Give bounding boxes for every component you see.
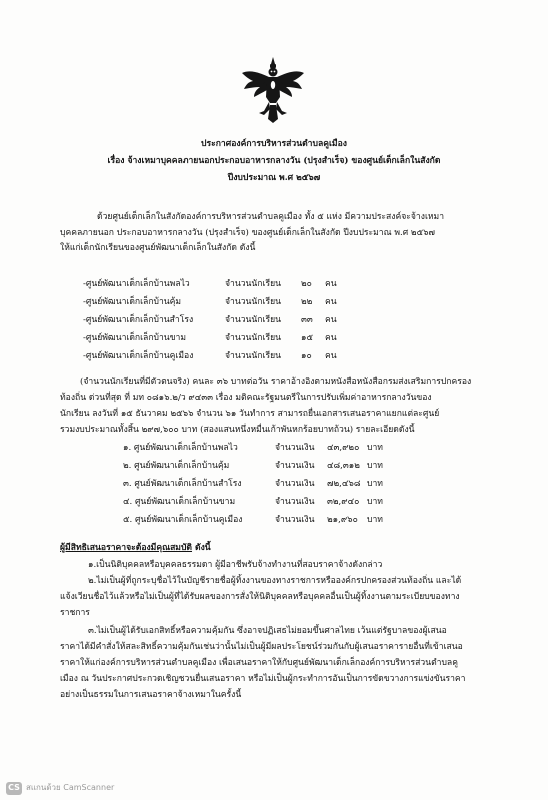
amount-unit: บาท: [367, 479, 383, 489]
center-name: -ศูนย์พัฒนาเด็กเล็กบ้านขาม: [83, 333, 187, 343]
center-name: -ศูนย์พัฒนาเด็กเล็กบ้านสำโรง: [83, 315, 194, 325]
qualifications-heading-text: ผู้มีสิทธิเสนอราคาจะต้องมีคุณสมบัติ: [60, 543, 193, 553]
budget-line-3: นักเรียน ลงวันที่ ๑๕ ธันวาคม ๒๕๖๖ จำนวน ๖๑ วันทำการ สามารถยื่นเอกสารเสนอราคาแยกแต่ละศูนย์: [60, 409, 440, 419]
qualifications-heading-suffix: ดังนี้: [195, 543, 211, 553]
allocation-item: [123, 443, 443, 455]
qualification-2-line-2: แจ้งเวียนชื่อไว้แล้วหรือไม่เป็นผู้ที่ได้รับผลของการสั่งให้นิติบุคคลหรือบุคคลอื่นเป็นผู้ทิ้งงานตามระเบียบของทาง: [60, 592, 460, 602]
amount-label: จำนวนเงิน: [275, 497, 315, 507]
student-count: ๓๓: [301, 315, 313, 325]
qualification-2-line-3: ราชการ: [60, 608, 90, 618]
allocation-center: ๒. ศูนย์พัฒนาเด็กเล็กบ้านคุ้ม: [123, 461, 230, 471]
camscanner-logo-icon: CS: [6, 782, 22, 795]
center-item: [83, 297, 463, 309]
qualification-3-line-3: ราคาให้แก่องค์การบริหารส่วนตำบลคูเมือง เพื่อเสนอราคาให้กับศูนย์พัฒนาเด็กเล็กองค์การบริหารส่วนตำบลคู: [60, 658, 458, 668]
document-subject: เรื่อง จ้างเหมาบุคคลภายนอกประกอบอาหารกลางวัน (ปรุงสำเร็จ) ของศูนย์เด็กเล็กในสังกัด: [107, 156, 441, 166]
fiscal-year: ปีงบประมาณ พ.ศ ๒๕๖๗: [227, 173, 321, 183]
center-item: [83, 333, 463, 345]
qualification-2-line-1: ๒.ไม่เป็นผู้ที่ถูกระบุชื่อไว้ในบัญชีรายชื่อผู้ทิ้งงานของทางราชการหรือองค์กรปกครองส่วนท้องถิ่น และได้: [88, 576, 462, 586]
count-unit: คน: [325, 279, 337, 289]
amount-unit: บาท: [367, 461, 383, 471]
allocation-item: [123, 497, 443, 509]
amount-unit: บาท: [367, 443, 383, 453]
student-count-label: จำนวนนักเรียน: [225, 333, 281, 343]
count-unit: คน: [325, 315, 337, 325]
qualifications-heading: [60, 543, 211, 554]
intro-line-1: ด้วยศูนย์เด็กเล็กในสังกัดองค์การบริหารส่วนตำบลคูเมือง ทั้ง ๕ แห่ง มีความประสงค์จะจ้างเหมา: [97, 212, 445, 222]
student-count: ๒๒: [301, 297, 313, 307]
count-unit: คน: [325, 297, 337, 307]
allocation-amount: ๓๒,๙๔๐: [327, 497, 360, 507]
center-item: [83, 351, 463, 363]
camscanner-text: สแกนด้วย CamScanner: [26, 783, 115, 792]
intro-line-2: บุคคลภายนอก ประกอบอาหารกลางวัน (ปรุงสำเร็จ) ของศูนย์เด็กเล็กในสังกัด ปีงบประมาณ พ.ศ ๒๕๖๗: [60, 228, 436, 238]
allocation-center: ๕. ศูนย์พัฒนาเด็กเล็กบ้านคูเมือง: [123, 515, 243, 525]
amount-label: จำนวนเงิน: [275, 461, 315, 471]
center-name: -ศูนย์พัฒนาเด็กเล็กบ้านคูเมือง: [83, 351, 194, 361]
allocation-center: ๓. ศูนย์พัฒนาเด็กเล็กบ้านสำโรง: [123, 479, 242, 489]
allocation-item: [123, 479, 443, 491]
garuda-emblem-icon: [240, 55, 306, 125]
amount-label: จำนวนเงิน: [275, 443, 315, 453]
amount-label: จำนวนเงิน: [275, 479, 315, 489]
student-count-label: จำนวนนักเรียน: [225, 351, 281, 361]
student-count: ๒๐: [301, 279, 312, 289]
budget-line-4: รวมงบประมาณทั้งสิ้น ๒๙๗,๖๐๐ บาท (สองแสนหนึ่งหมื่นเก้าพันหกร้อยบาทถ้วน) รายละเอียดดังนี้: [60, 425, 415, 435]
center-name: -ศูนย์พัฒนาเด็กเล็กบ้านพลไว: [83, 279, 190, 289]
budget-line-2: ท้องถิ่น ด่วนที่สุด ที่ มท ๐๘๑๖.๒/ว ๙๔๓๓ เรื่อง มติคณะรัฐมนตรีในการปรับเพิ่มค่าอาหารกลางวันของ: [60, 393, 432, 403]
amount-unit: บาท: [367, 515, 383, 525]
qualification-3-line-5: อย่างเป็นธรรมในการเสนอราคาจ้างเหมาในครั้งนี้: [60, 690, 242, 700]
qualification-3-line-2: ราคาได้มีคำสั่งให้สละสิทธิ์ความคุ้มกันเช่นว่านั้นไม่เป็นผู้มีผลประโยชน์ร่วมกันกับผู้เสนอราคารายอื่นที่เข้าเสนอ: [60, 642, 463, 652]
qualification-1: ๑.เป็นนิติบุคคลหรือบุคคลธรรมดา ผู้มีอาชีพรับจ้างทำงานที่สอบราคาจ้างดังกล่าว: [88, 560, 383, 570]
allocation-amount: ๔๓,๙๒๐: [327, 443, 360, 453]
center-item: [83, 315, 463, 327]
allocation-item: [123, 515, 443, 527]
allocation-amount: ๗๒,๔๖๘: [327, 479, 361, 489]
camscanner-watermark: [6, 780, 114, 796]
student-count: ๑๕: [301, 333, 313, 343]
center-name: -ศูนย์พัฒนาเด็กเล็กบ้านคุ้ม: [83, 297, 182, 307]
budget-line-1: (จำนวนนักเรียนที่มีตัวตนจริง) คนละ ๓๖ บาทต่อวัน ราคาอ้างอิงตามหนังสือหนังสือกรมส่งเสริมการปกครอง: [80, 377, 472, 387]
qualification-3-line-1: ๓.ไม่เป็นผู้ได้รับเอกสิทธิ์หรือความคุ้มกัน ซึ่งอาจปฏิเสธไม่ยอมขึ้นศาลไทย เว้นแต่รัฐบาลของผู้เสนอ: [88, 626, 447, 636]
allocation-item: [123, 461, 443, 473]
center-item: [83, 279, 463, 291]
document-title: ประกาศองค์การบริหารส่วนตำบลคูเมือง: [201, 139, 347, 149]
amount-unit: บาท: [367, 497, 383, 507]
student-count-label: จำนวนนักเรียน: [225, 297, 281, 307]
count-unit: คน: [325, 351, 337, 361]
intro-line-3: ให้แก่เด็กนักเรียนของศูนย์พัฒนาเด็กเล็กในสังกัด ดังนี้: [60, 243, 256, 253]
qualification-3-line-4: เมือง ณ วันประกาศประกวดเชิญชวนยื่นเสนอราคา หรือไม่เป็นผู้กระทำการอันเป็นการขัดขวางการแข่งขันราคา: [60, 674, 466, 684]
student-count-label: จำนวนนักเรียน: [225, 315, 281, 325]
student-count-label: จำนวนนักเรียน: [225, 279, 281, 289]
count-unit: คน: [325, 333, 337, 343]
student-count: ๑๐: [301, 351, 312, 361]
amount-label: จำนวนเงิน: [275, 515, 315, 525]
allocation-center: ๑. ศูนย์พัฒนาเด็กเล็กบ้านพลไว: [123, 443, 238, 453]
allocation-amount: ๒๑,๙๖๐: [327, 515, 358, 525]
allocation-center: ๔. ศูนย์พัฒนาเด็กเล็กบ้านขาม: [123, 497, 236, 507]
allocation-amount: ๔๘,๓๑๒: [327, 461, 360, 471]
